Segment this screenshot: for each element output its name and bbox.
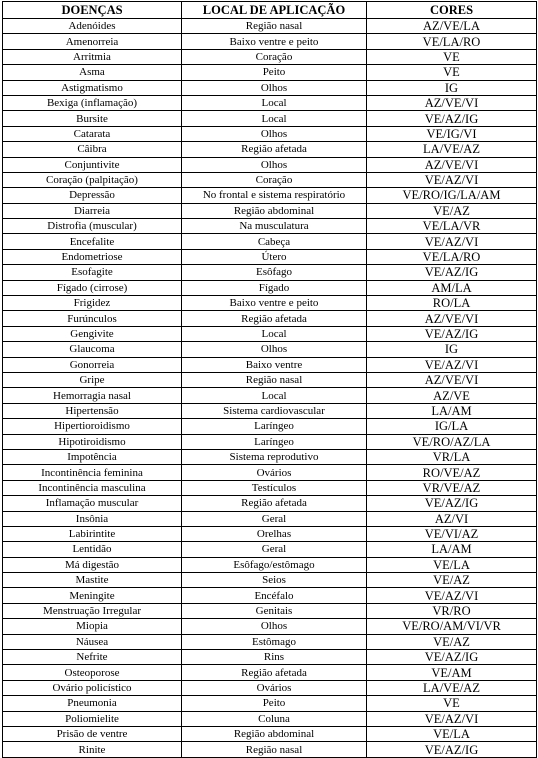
table-row xyxy=(3,95,537,110)
colors-cell: VE xyxy=(367,65,537,80)
table-row xyxy=(3,650,537,665)
table-row xyxy=(3,726,537,741)
colors-cell: IG xyxy=(367,342,537,357)
colors-cell: VE/AZ/IG xyxy=(367,650,537,665)
colors-cell: VE/AZ xyxy=(367,573,537,588)
application-site-cell: Olhos xyxy=(182,619,367,634)
application-site-cell: Na musculatura xyxy=(182,219,367,234)
colors-cell: VE/LA xyxy=(367,557,537,572)
application-site-cell: Fígado xyxy=(182,280,367,295)
table-row xyxy=(3,665,537,680)
disease-cell: Esofagite xyxy=(3,265,182,280)
table-row xyxy=(3,742,537,757)
application-site-cell: Local xyxy=(182,388,367,403)
disease-cell: Asma xyxy=(3,65,182,80)
colors-cell: AZ/VE xyxy=(367,388,537,403)
colors-cell: VE/AZ/IG xyxy=(367,496,537,511)
document-page xyxy=(0,1,538,757)
disease-cell: Diarreia xyxy=(3,203,182,218)
colors-cell: AZ/VE/LA xyxy=(367,19,537,34)
colors-cell: VE/AZ/VI xyxy=(367,711,537,726)
disease-cell: Labirintite xyxy=(3,526,182,541)
table-row xyxy=(3,111,537,126)
table-row xyxy=(3,296,537,311)
table-row xyxy=(3,465,537,480)
table-row xyxy=(3,65,537,80)
colors-cell: VE/LA xyxy=(367,726,537,741)
colors-cell: VE/AZ xyxy=(367,203,537,218)
disease-cell: Miopia xyxy=(3,619,182,634)
application-site-cell: Região afetada xyxy=(182,142,367,157)
table-row xyxy=(3,172,537,187)
colors-cell: VE/IG/VI xyxy=(367,126,537,141)
colors-cell: IG xyxy=(367,80,537,95)
application-site-cell: Peito xyxy=(182,65,367,80)
colors-cell: LA/AM xyxy=(367,542,537,557)
colors-cell: IG/LA xyxy=(367,419,537,434)
table-row xyxy=(3,234,537,249)
disease-cell: Bexiga (inflamação) xyxy=(3,95,182,110)
table-row xyxy=(3,342,537,357)
table-row xyxy=(3,80,537,95)
table-row xyxy=(3,573,537,588)
table-row xyxy=(3,265,537,280)
application-site-cell: Região nasal xyxy=(182,742,367,757)
application-site-cell: Sistema cardiovascular xyxy=(182,403,367,418)
disease-cell: Osteoporose xyxy=(3,665,182,680)
application-site-cell: Região afetada xyxy=(182,496,367,511)
table-row xyxy=(3,711,537,726)
colors-cell: VE/AZ/VI xyxy=(367,234,537,249)
table-row xyxy=(3,126,537,141)
table-row xyxy=(3,34,537,49)
colors-cell: VE/RO/AM/VI/VR xyxy=(367,619,537,634)
colors-cell: VE xyxy=(367,49,537,64)
application-site-cell: Ovários xyxy=(182,680,367,695)
disease-cell: Pneumonia xyxy=(3,696,182,711)
application-site-cell: Geral xyxy=(182,511,367,526)
disease-cell: Gonorreia xyxy=(3,357,182,372)
application-site-cell: Região nasal xyxy=(182,19,367,34)
application-site-cell: Geral xyxy=(182,542,367,557)
disease-cell: Menstruação Irregular xyxy=(3,603,182,618)
application-site-cell: Olhos xyxy=(182,157,367,172)
table-row xyxy=(3,388,537,403)
colors-cell: AZ/VE/VI xyxy=(367,311,537,326)
application-site-cell: Local xyxy=(182,111,367,126)
colors-cell: VE/AZ/IG xyxy=(367,326,537,341)
table-row xyxy=(3,526,537,541)
table-row xyxy=(3,19,537,34)
colors-cell: VR/LA xyxy=(367,449,537,464)
application-site-cell: Região afetada xyxy=(182,311,367,326)
application-site-cell: Coluna xyxy=(182,711,367,726)
disease-cell: Prisão de ventre xyxy=(3,726,182,741)
application-site-cell: Região afetada xyxy=(182,665,367,680)
colors-cell: VE/RO/IG/LA/AM xyxy=(367,188,537,203)
disease-cell: Gripe xyxy=(3,372,182,387)
colors-cell: LA/VE/AZ xyxy=(367,142,537,157)
table-row xyxy=(3,542,537,557)
colors-cell: VE/LA/RO xyxy=(367,34,537,49)
disease-cell: Impotência xyxy=(3,449,182,464)
table-row xyxy=(3,142,537,157)
table-row xyxy=(3,603,537,618)
disease-cell: Endometriose xyxy=(3,249,182,264)
colors-cell: VE/AZ/VI xyxy=(367,588,537,603)
table-row xyxy=(3,449,537,464)
colors-cell: VE/AZ/IG xyxy=(367,742,537,757)
disease-cell: Gengivite xyxy=(3,326,182,341)
application-site-cell: Ovários xyxy=(182,465,367,480)
disease-cell: Nefrite xyxy=(3,650,182,665)
application-site-cell: Estômago xyxy=(182,634,367,649)
colors-cell: VE/AZ/VI xyxy=(367,172,537,187)
disease-cell: Rinite xyxy=(3,742,182,757)
disease-cell: Fígado (cirrose) xyxy=(3,280,182,295)
disease-cell: Depressão xyxy=(3,188,182,203)
disease-cell: Lentidão xyxy=(3,542,182,557)
disease-cell: Hipotiroidismo xyxy=(3,434,182,449)
table-row xyxy=(3,403,537,418)
application-site-cell: Região abdominal xyxy=(182,726,367,741)
table-row xyxy=(3,188,537,203)
application-site-cell: Baixo ventre e peito xyxy=(182,296,367,311)
application-site-cell: Local xyxy=(182,326,367,341)
table-row xyxy=(3,696,537,711)
table-row xyxy=(3,419,537,434)
application-site-cell: Região nasal xyxy=(182,372,367,387)
colors-cell: VE/LA/VR xyxy=(367,219,537,234)
application-site-cell: Local xyxy=(182,95,367,110)
colors-cell: AZ/VE/VI xyxy=(367,95,537,110)
table-row xyxy=(3,557,537,572)
diseases-table xyxy=(2,1,537,758)
colors-cell: VR/VE/AZ xyxy=(367,480,537,495)
disease-cell: Distrofia (muscular) xyxy=(3,219,182,234)
colors-cell: VE/AZ/VI xyxy=(367,357,537,372)
disease-cell: Furúnculos xyxy=(3,311,182,326)
disease-cell: Bursite xyxy=(3,111,182,126)
disease-cell: Câibra xyxy=(3,142,182,157)
application-site-cell: Coração xyxy=(182,172,367,187)
disease-cell: Meningite xyxy=(3,588,182,603)
disease-cell: Astigmatismo xyxy=(3,80,182,95)
application-site-cell: Esôfago/estômago xyxy=(182,557,367,572)
colors-cell: VE/LA/RO xyxy=(367,249,537,264)
table-row xyxy=(3,49,537,64)
colors-cell: AM/LA xyxy=(367,280,537,295)
disease-cell: Ovário policístico xyxy=(3,680,182,695)
table-row xyxy=(3,619,537,634)
disease-cell: Hemorragia nasal xyxy=(3,388,182,403)
application-site-cell: Esôfago xyxy=(182,265,367,280)
application-site-cell: Útero xyxy=(182,249,367,264)
table-row xyxy=(3,357,537,372)
colors-cell: VE/AZ/IG xyxy=(367,265,537,280)
disease-cell: Hipertioroidismo xyxy=(3,419,182,434)
table-row xyxy=(3,588,537,603)
application-site-cell: Olhos xyxy=(182,80,367,95)
application-site-cell: Região abdominal xyxy=(182,203,367,218)
table-row xyxy=(3,311,537,326)
disease-cell: Coração (palpitação) xyxy=(3,172,182,187)
table-header-row xyxy=(3,2,537,19)
table-row xyxy=(3,511,537,526)
table-row xyxy=(3,326,537,341)
application-site-cell: Testículos xyxy=(182,480,367,495)
disease-cell: Catarata xyxy=(3,126,182,141)
application-site-cell: Baixo ventre e peito xyxy=(182,34,367,49)
disease-cell: Encefalite xyxy=(3,234,182,249)
disease-cell: Frigidez xyxy=(3,296,182,311)
disease-cell: Amenorreia xyxy=(3,34,182,49)
disease-cell: Poliomielite xyxy=(3,711,182,726)
application-site-cell: Genitais xyxy=(182,603,367,618)
colors-cell: AZ/VE/VI xyxy=(367,157,537,172)
colors-cell: RO/LA xyxy=(367,296,537,311)
application-site-cell: Laríngeo xyxy=(182,434,367,449)
disease-cell: Incontinência feminina xyxy=(3,465,182,480)
table-row xyxy=(3,203,537,218)
colors-cell: VE/AZ xyxy=(367,634,537,649)
table-row xyxy=(3,496,537,511)
table-row xyxy=(3,434,537,449)
application-site-cell: Laríngeo xyxy=(182,419,367,434)
application-site-cell: Rins xyxy=(182,650,367,665)
disease-cell: Arritmia xyxy=(3,49,182,64)
disease-cell: Glaucoma xyxy=(3,342,182,357)
application-site-cell: Peito xyxy=(182,696,367,711)
header-local-de-aplicacao: LOCAL DE APLICAÇÃO xyxy=(182,2,367,19)
application-site-cell: Encéfalo xyxy=(182,588,367,603)
application-site-cell: Olhos xyxy=(182,342,367,357)
application-site-cell: Orelhas xyxy=(182,526,367,541)
disease-cell: Conjuntivite xyxy=(3,157,182,172)
application-site-cell: No frontal e sistema respiratório xyxy=(182,188,367,203)
disease-cell: Mastite xyxy=(3,573,182,588)
application-site-cell: Cabeça xyxy=(182,234,367,249)
colors-cell: LA/VE/AZ xyxy=(367,680,537,695)
table-row xyxy=(3,280,537,295)
table-row xyxy=(3,219,537,234)
application-site-cell: Coração xyxy=(182,49,367,64)
colors-cell: VE xyxy=(367,696,537,711)
colors-cell: VE/VI/AZ xyxy=(367,526,537,541)
colors-cell: AZ/VE/VI xyxy=(367,372,537,387)
table-row xyxy=(3,634,537,649)
table-row xyxy=(3,480,537,495)
disease-cell: Má digestão xyxy=(3,557,182,572)
colors-cell: VE/AZ/IG xyxy=(367,111,537,126)
table-row xyxy=(3,157,537,172)
disease-cell: Náusea xyxy=(3,634,182,649)
colors-cell: VR/RO xyxy=(367,603,537,618)
table-row xyxy=(3,680,537,695)
disease-cell: Incontinência masculina xyxy=(3,480,182,495)
table-body xyxy=(3,19,537,758)
application-site-cell: Olhos xyxy=(182,126,367,141)
table-row xyxy=(3,249,537,264)
colors-cell: AZ/VI xyxy=(367,511,537,526)
header-cores: CORES xyxy=(367,2,537,19)
colors-cell: VE/RO/AZ/LA xyxy=(367,434,537,449)
application-site-cell: Sistema reprodutivo xyxy=(182,449,367,464)
disease-cell: Hipertensão xyxy=(3,403,182,418)
application-site-cell: Baixo ventre xyxy=(182,357,367,372)
disease-cell: Insônia xyxy=(3,511,182,526)
colors-cell: RO/VE/AZ xyxy=(367,465,537,480)
table-row xyxy=(3,372,537,387)
header-doencas: DOENÇAS xyxy=(3,2,182,19)
disease-cell: Adenóides xyxy=(3,19,182,34)
application-site-cell: Seios xyxy=(182,573,367,588)
disease-cell: Inflamação muscular xyxy=(3,496,182,511)
colors-cell: VE/AM xyxy=(367,665,537,680)
colors-cell: LA/AM xyxy=(367,403,537,418)
